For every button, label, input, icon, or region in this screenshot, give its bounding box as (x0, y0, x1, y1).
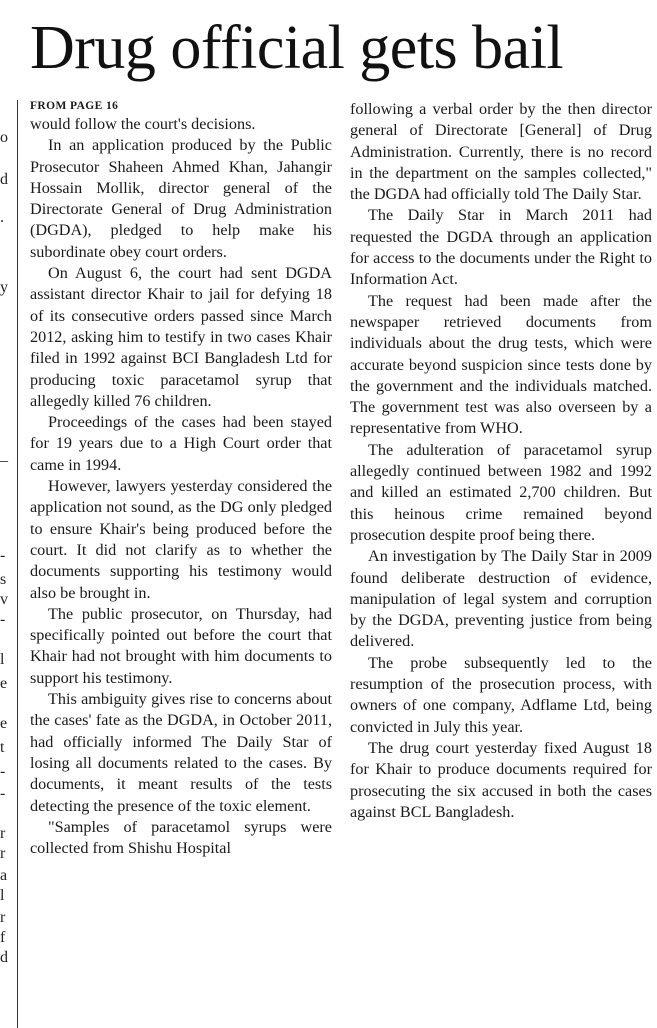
column-divider (17, 100, 18, 1028)
edge-fragment: t (0, 739, 5, 756)
paragraph: The Daily Star in March 2011 had requested the DGDA through an application for access to the documents under the Right to Information Act. (350, 206, 652, 289)
paragraph: following a verbal order by the then director general of Directorate [General] of Drug Administration. Currently, there is no record in the department on the samples collected," the DGDA had officially told The Daily Star. (350, 100, 652, 204)
paragraph: This ambiguity gives rise to concerns about the cases' fate as the DGDA, in October 2011, had officially informed The Daily Star of losing all documents related to the cases. By documents, it meant results of the tests detecting the presence of the toxic element. (30, 690, 332, 815)
edge-fragment: d (0, 949, 8, 966)
edge-fragment: e (0, 675, 8, 692)
edge-fragment: o (0, 129, 8, 146)
paragraph: However, lawyers yesterday considered the application not sound, as the DG only pledged to ensure Khair's being produced before the court. It did not clarify as to whether the documents supporting his testimony would also be brought in. (30, 477, 332, 602)
paragraph: would follow the court's decisions. (30, 115, 256, 133)
edge-fragment: r (0, 845, 6, 862)
edge-fragment: r (0, 825, 6, 842)
paragraph: The adulteration of paracetamol syrup allegedly continued between 1982 and 1992 and killed an estimated 2,700 children. But this heinous crime remained beyond prosecution despite proof being there. (350, 440, 652, 544)
edge-fragment: a (0, 867, 8, 884)
edge-fragment: y (0, 279, 8, 296)
paragraph: "Samples of paracetamol syrups were collected from Shishu Hospital (30, 817, 332, 858)
paragraph: Proceedings of the cases had been stayed for 19 years due to a High Court order that came in 1994. (30, 413, 332, 474)
edge-fragment: l (0, 651, 5, 668)
adjacent-column-fragments (0, 0, 12, 1013)
edge-fragment: d (0, 171, 8, 188)
edge-fragment: r (0, 909, 6, 926)
edge-fragment: _ (0, 447, 8, 464)
article-column-1 (30, 99, 332, 859)
edge-fragment: - (0, 547, 6, 564)
article-column-2 (350, 99, 652, 823)
edge-fragment: e (0, 715, 8, 732)
paragraph: The probe subsequently led to the resumption of the prosecution process, with owners of one company, Adflame Ltd, being convicted in July this year. (350, 653, 652, 736)
paragraph: An investigation by The Daily Star in 2009 found deliberate destruction of evidence, manipulation of legal system and corruption by the DGDA, preventing justice from being delivered. (350, 547, 652, 651)
edge-fragment: - (0, 611, 6, 628)
edge-fragment: . (0, 209, 4, 226)
edge-fragment: f (0, 929, 6, 946)
edge-fragment: v (0, 591, 8, 608)
edge-fragment: l (0, 887, 5, 904)
paragraph: The request had been made after the newspaper retrieved documents from individuals about the drug tests, which were accurate beyond suspicion since tests done by the government and the individuals matched. The government test was also overseen by a representative from WHO. (350, 291, 652, 438)
headline: Drug official gets bail (30, 14, 564, 82)
edge-fragment: s (0, 571, 7, 588)
paragraph: The public prosecutor, on Thursday, had specifically pointed out before the court that Khair had not brought with him documents to support his testimony. (30, 604, 332, 687)
paragraph: In an application produced by the Public Prosecutor Shaheen Ahmed Khan, Jahangir Hossain Mollik, director general of the Directorate General of Drug Administration (DGDA), pledged to help make his subordinate obey court orders. (30, 136, 332, 261)
edge-fragment: - (0, 785, 6, 802)
jump-line: FROM PAGE 16 (30, 100, 119, 112)
paragraph: The drug court yesterday fixed August 18 for Khair to produce documents required for prosecuting the six accused in both the cases against BCL Bangladesh. (350, 738, 652, 821)
paragraph: On August 6, the court had sent DGDA assistant director Khair to jail for defying 18 of its consecutive orders passed since March 2012, asking him to testify in two cases Khair filed in 1992 against BCI Bangladesh Ltd for producing toxic paracetamol syrup that allegedly killed 76 children. (30, 264, 332, 410)
edge-fragment: - (0, 763, 6, 780)
